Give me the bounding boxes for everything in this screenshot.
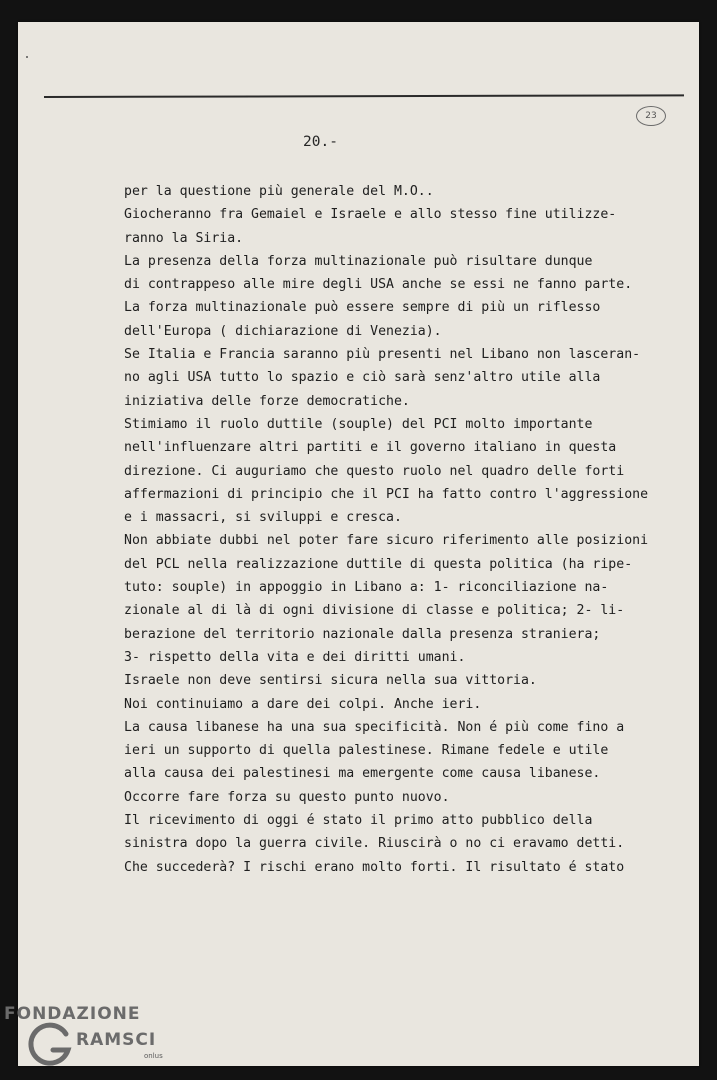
text-line: La presenza della forza multinazionale può risultare dunque [124, 253, 593, 269]
text-line: no agli USA tutto lo spazio e ciò sarà senz'altro utile alla [124, 370, 601, 386]
text-line: zionale al di là di ogni divisione di classe e politica; 2- li- [124, 603, 625, 619]
text-line: del PCL nella realizzazione duttile di questa politica (ha ripe- [124, 556, 633, 572]
page-number: 20.- [303, 134, 338, 150]
document-body [124, 180, 684, 879]
text-line: alla causa dei palestinesi ma emergente come causa libanese. [124, 766, 601, 782]
text-line: 3- rispetto della vita e dei diritti umani. [124, 649, 466, 665]
text-line: Se Italia e Francia saranno più presenti nel Libano non lasceran- [124, 347, 641, 363]
text-line: Giocheranno fra Gemaiel e Israele e allo stesso fine utilizze- [124, 207, 617, 223]
archive-number-stamp: 23 [636, 106, 666, 126]
text-line: Occorre fare forza su questo punto nuovo. [124, 789, 450, 805]
text-line: di contrappeso alle mire degli USA anche se essi ne fanno parte. [124, 277, 633, 293]
paper-speck [26, 56, 28, 58]
watermark-subtitle: onlus [144, 1052, 163, 1060]
text-line: per la questione più generale del M.O.. [124, 184, 434, 199]
text-line: Stimiamo il ruolo duttile (souple) del PCI molto importante [124, 416, 593, 432]
fondazione-gramsci-watermark [4, 998, 194, 1076]
text-line: berazione del territorio nazionale dalla presenza straniera; [124, 626, 601, 642]
text-line: sinistra dopo la guerra civile. Riuscirà o no ci eravamo detti. [124, 836, 625, 852]
text-line: Non abbiate dubbi nel poter fare sicuro riferimento alle posizioni [124, 533, 649, 549]
text-line: nell'influenzare altri partiti e il governo italiano in questa [124, 440, 617, 456]
watermark-line-1: FONDAZIONE [4, 1004, 141, 1024]
watermark-line-2: RAMSCI [76, 1030, 157, 1050]
text-line: ranno la Siria. [124, 230, 244, 246]
text-line: tuto: souple) in appoggio in Libano a: 1- riconciliazione na- [124, 580, 609, 596]
gramsci-g-logo-icon [26, 1020, 76, 1070]
text-line: direzione. Ci auguriamo che questo ruolo nel quadro delle forti [124, 463, 625, 479]
text-line: ieri un supporto di quella palestinese. Rimane fedele e utile [124, 743, 609, 759]
text-line: affermazioni di principio che il PCI ha fatto contro l'aggressione [124, 486, 649, 502]
text-line: dell'Europa ( dichiarazione di Venezia). [124, 323, 442, 339]
text-line: Il ricevimento di oggi é stato il primo atto pubblico della [124, 813, 593, 829]
text-line: La forza multinazionale può essere sempre di più un riflesso [124, 300, 601, 316]
text-line: e i massacri, si sviluppi e cresca. [124, 510, 402, 526]
text-line: iniziativa delle forze democratiche. [124, 393, 410, 409]
text-line: Israele non deve sentirsi sicura nella sua vittoria. [124, 673, 537, 689]
text-line: Che succederà? I rischi erano molto forti. Il risultato é stato [124, 859, 625, 875]
text-line: Noi continuiamo a dare dei colpi. Anche ieri. [124, 696, 482, 712]
text-line: La causa libanese ha una sua specificità. Non é più come fino a [124, 719, 625, 735]
header-rule [44, 94, 684, 98]
